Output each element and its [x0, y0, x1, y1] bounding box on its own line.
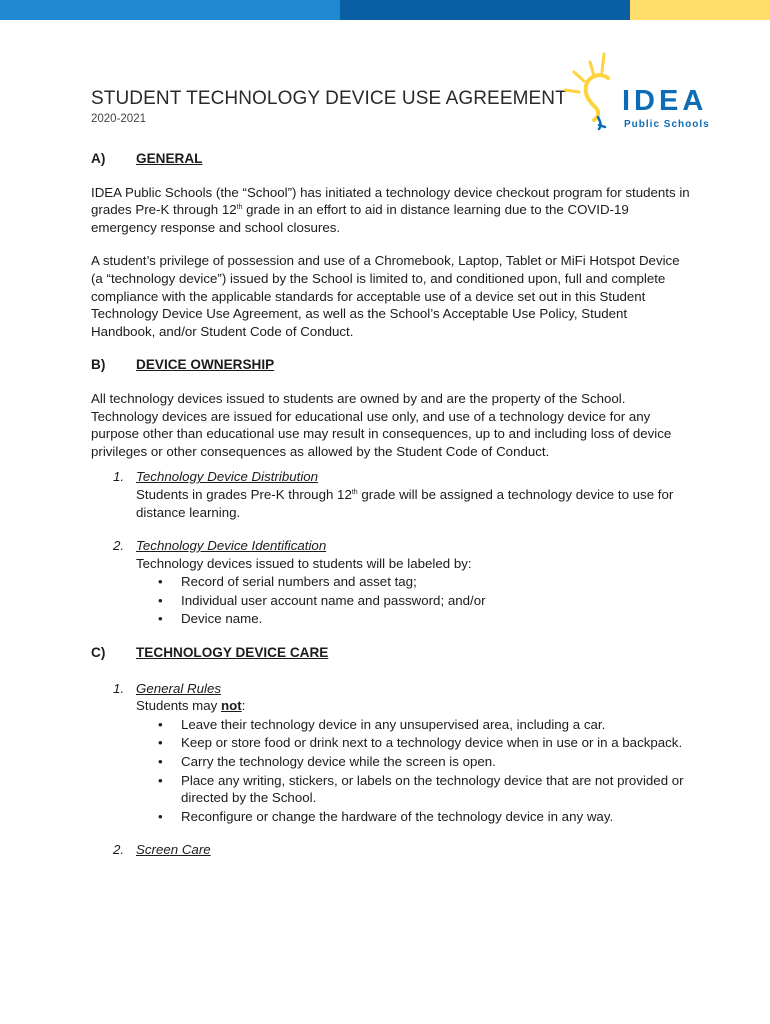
section-c-heading — [91, 644, 691, 662]
section-b-paragraph-1: All technology devices issued to students are owned by and are the property of the School. Technology devices are issued for educational use only, and use of a technology device for any purpose other than educational use may result in consequences, up to and including loss of device privileges or other consequences as allowed by the Student Code of Conduct. — [91, 390, 672, 459]
item-intro: Students may not: — [136, 698, 246, 714]
bullet-item: • Device name. — [136, 610, 691, 628]
bullet-item: • Record of serial numbers and asset tag; — [136, 573, 691, 591]
bullet-item: • Individual user account name and password; and/or — [136, 592, 691, 610]
top-color-bar — [0, 0, 770, 20]
item-title: Technology Device Identification — [136, 538, 327, 554]
list-item — [91, 537, 691, 628]
bullet-list — [136, 716, 691, 826]
idea-logo — [560, 52, 720, 134]
section-letter: A) — [91, 151, 106, 166]
item-text: Students in grades Pre-K through 12th grade will be assigned a technology device to use for distance learning. — [136, 486, 674, 520]
section-letter: B) — [91, 357, 106, 373]
section-b-list — [91, 468, 691, 628]
section-a-paragraph-1: IDEA Public Schools (the “School”) has initiated a technology device checkout program for students in grades Pre-K through 12th grade in an effort to aid in distance learning due to the COVID-19 emergency response and school closures. — [91, 184, 690, 235]
list-item — [91, 841, 691, 859]
section-a-heading — [91, 150, 691, 168]
item-number: 1. — [113, 680, 125, 696]
top-bar-light-blue — [0, 0, 340, 20]
sun-icon — [560, 52, 630, 134]
section-b-heading — [91, 356, 691, 374]
logo-subtitle: Public Schools — [624, 119, 710, 130]
section-title: DEVICE OWNERSHIP — [136, 357, 275, 373]
item-number: 2. — [113, 842, 125, 858]
top-bar-dark-blue — [340, 0, 630, 20]
school-year: 2020-2021 — [91, 113, 146, 125]
bullet-item: • Leave their technology device in any unsupervised area, including a car. — [136, 716, 691, 734]
document-body — [91, 150, 691, 875]
bullet-item: • Keep or store food or drink next to a technology device when in use or in a backpack. — [136, 734, 691, 752]
top-bar-yellow — [630, 0, 770, 20]
item-title: Technology Device Distribution — [136, 469, 319, 485]
list-item — [91, 680, 691, 826]
section-c-list — [91, 680, 691, 859]
list-item — [91, 468, 691, 521]
item-number: 1. — [113, 469, 125, 485]
section-a-paragraph-2: A student’s privilege of possession and use of a Chromebook, Laptop, Tablet or MiFi Hotspot Device (a “technology device”) issued by the School is limited to, and conditioned upon, full and complete compliance with the applicable standards for acceptable use of a device set out in this Student Technology Device Use Agreement, as well as the School’s Acceptable Use Policy, Student Handbook, and/or Student Code of Conduct. — [91, 253, 680, 339]
item-title: Screen Care — [136, 842, 211, 858]
document-title: STUDENT TECHNOLOGY DEVICE USE AGREEMENT — [91, 88, 567, 109]
logo-wordmark: IDEA — [622, 85, 708, 117]
bullet-list — [136, 573, 691, 628]
section-letter: C) — [91, 645, 106, 661]
bullet-item: • Place any writing, stickers, or labels on the technology device that are not provided or directed by the School. — [136, 772, 691, 807]
item-title: General Rules — [136, 680, 221, 696]
item-number: 2. — [113, 538, 125, 554]
section-title: TECHNOLOGY DEVICE CARE — [136, 645, 329, 661]
section-title: GENERAL — [136, 151, 203, 166]
item-intro: Technology devices issued to students will be labeled by: — [136, 555, 472, 571]
bullet-item: • Carry the technology device while the screen is open. — [136, 753, 691, 771]
bullet-item: • Reconfigure or change the hardware of the technology device in any way. — [136, 808, 691, 826]
